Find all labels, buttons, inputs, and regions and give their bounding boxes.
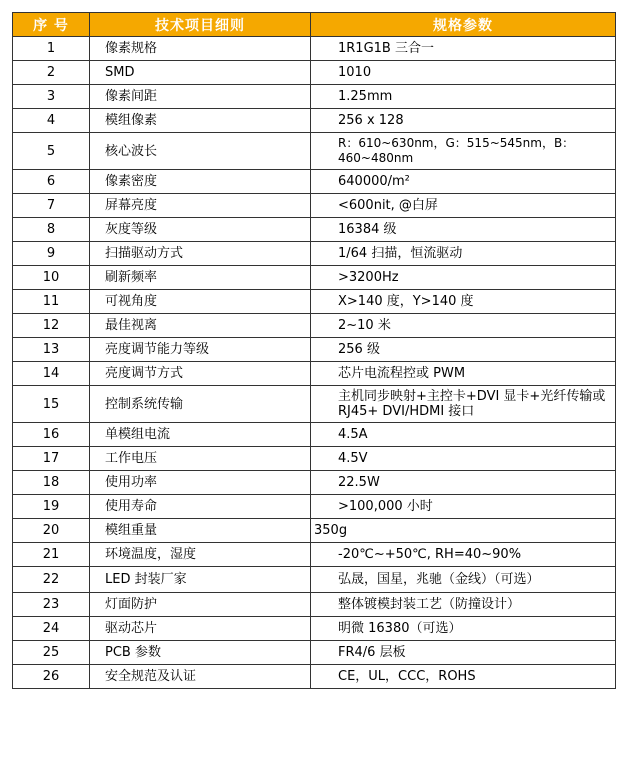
table-row — [13, 495, 616, 519]
row-no: 26 — [13, 665, 90, 689]
row-item: PCB 参数 — [90, 641, 311, 665]
row-no: 1 — [13, 37, 90, 61]
row-value: 整体镀模封装工艺（防撞设计） — [311, 593, 616, 617]
row-value: CE，UL，CCC，ROHS — [311, 665, 616, 689]
table-row — [13, 109, 616, 133]
row-no: 20 — [13, 519, 90, 543]
header-no: 序 号 — [13, 13, 90, 37]
row-value: 4.5V — [311, 447, 616, 471]
row-no: 3 — [13, 85, 90, 109]
spec-sheet — [12, 12, 616, 689]
table-row — [13, 61, 616, 85]
table-row — [13, 543, 616, 567]
row-item: 核心波长 — [90, 133, 311, 170]
row-value: >100,000 小时 — [311, 495, 616, 519]
table-row — [13, 519, 616, 543]
table-row — [13, 338, 616, 362]
row-value: 芯片电流程控或 PWM — [311, 362, 616, 386]
row-item: 亮度调节方式 — [90, 362, 311, 386]
row-item: 驱动芯片 — [90, 617, 311, 641]
row-value: 1/64 扫描，恒流驱动 — [311, 242, 616, 266]
table-row — [13, 266, 616, 290]
row-item: 屏幕亮度 — [90, 194, 311, 218]
header-value: 规格参数 — [311, 13, 616, 37]
row-item: 像素间距 — [90, 85, 311, 109]
row-no: 9 — [13, 242, 90, 266]
table-row — [13, 290, 616, 314]
table-row — [13, 218, 616, 242]
table-row — [13, 37, 616, 61]
table-row — [13, 423, 616, 447]
row-item: 模组重量 — [90, 519, 311, 543]
table-row — [13, 85, 616, 109]
row-no: 17 — [13, 447, 90, 471]
header-row — [13, 13, 616, 37]
row-no: 6 — [13, 170, 90, 194]
row-no: 7 — [13, 194, 90, 218]
row-value: 2~10 米 — [311, 314, 616, 338]
row-no: 4 — [13, 109, 90, 133]
row-no: 2 — [13, 61, 90, 85]
table-row — [13, 314, 616, 338]
row-value: 主机同步映射+主控卡+DVI 显卡+光纤传输或 RJ45+ DVI/HDMI 接口 — [311, 386, 616, 423]
row-item: 灯面防护 — [90, 593, 311, 617]
row-no: 11 — [13, 290, 90, 314]
row-no: 24 — [13, 617, 90, 641]
row-value: 640000/m² — [311, 170, 616, 194]
spec-table — [12, 12, 616, 689]
row-value: 弘晟，国星，兆驰（金线）（可选） — [311, 567, 616, 593]
row-item: 可视角度 — [90, 290, 311, 314]
row-item: 扫描驱动方式 — [90, 242, 311, 266]
row-value: 4.5A — [311, 423, 616, 447]
table-row — [13, 593, 616, 617]
row-no: 14 — [13, 362, 90, 386]
row-value: 1010 — [311, 61, 616, 85]
table-row — [13, 242, 616, 266]
table-row — [13, 447, 616, 471]
row-item: 刷新频率 — [90, 266, 311, 290]
row-value: 16384 级 — [311, 218, 616, 242]
row-item: 最佳视离 — [90, 314, 311, 338]
row-value: >3200Hz — [311, 266, 616, 290]
header-item: 技术项目细则 — [90, 13, 311, 37]
row-item: 模组像素 — [90, 109, 311, 133]
table-row — [13, 617, 616, 641]
row-no: 23 — [13, 593, 90, 617]
row-value: <600nit, @白屏 — [311, 194, 616, 218]
row-item: SMD — [90, 61, 311, 85]
row-item: 安全规范及认证 — [90, 665, 311, 689]
row-item: 控制系统传输 — [90, 386, 311, 423]
row-value: 22.5W — [311, 471, 616, 495]
row-item: 使用寿命 — [90, 495, 311, 519]
row-value: 1.25mm — [311, 85, 616, 109]
row-no: 16 — [13, 423, 90, 447]
row-no: 18 — [13, 471, 90, 495]
row-no: 12 — [13, 314, 90, 338]
row-no: 25 — [13, 641, 90, 665]
row-item: LED 封装厂家 — [90, 567, 311, 593]
row-item: 工作电压 — [90, 447, 311, 471]
table-row — [13, 133, 616, 170]
row-item: 环境温度，湿度 — [90, 543, 311, 567]
table-row — [13, 362, 616, 386]
row-value: R：610~630nm，G：515~545nm，B：460~480nm — [311, 133, 616, 170]
row-no: 13 — [13, 338, 90, 362]
row-item: 像素规格 — [90, 37, 311, 61]
table-row — [13, 471, 616, 495]
row-no: 8 — [13, 218, 90, 242]
row-item: 单模组电流 — [90, 423, 311, 447]
row-value: -20℃~+50℃, RH=40~90% — [311, 543, 616, 567]
table-row — [13, 641, 616, 665]
row-item: 像素密度 — [90, 170, 311, 194]
table-row — [13, 386, 616, 423]
row-value: 256 级 — [311, 338, 616, 362]
row-item: 使用功率 — [90, 471, 311, 495]
row-no: 10 — [13, 266, 90, 290]
row-value: 明微 16380（可选） — [311, 617, 616, 641]
row-value: 1R1G1B 三合一 — [311, 37, 616, 61]
table-row — [13, 665, 616, 689]
row-value: FR4/6 层板 — [311, 641, 616, 665]
row-value: 350g — [311, 519, 616, 543]
row-no: 15 — [13, 386, 90, 423]
row-no: 22 — [13, 567, 90, 593]
row-value: 256 x 128 — [311, 109, 616, 133]
row-value: X>140 度，Y>140 度 — [311, 290, 616, 314]
row-item: 灰度等级 — [90, 218, 311, 242]
table-row — [13, 567, 616, 593]
row-no: 19 — [13, 495, 90, 519]
row-no: 21 — [13, 543, 90, 567]
table-row — [13, 170, 616, 194]
row-item: 亮度调节能力等级 — [90, 338, 311, 362]
row-no: 5 — [13, 133, 90, 170]
table-row — [13, 194, 616, 218]
